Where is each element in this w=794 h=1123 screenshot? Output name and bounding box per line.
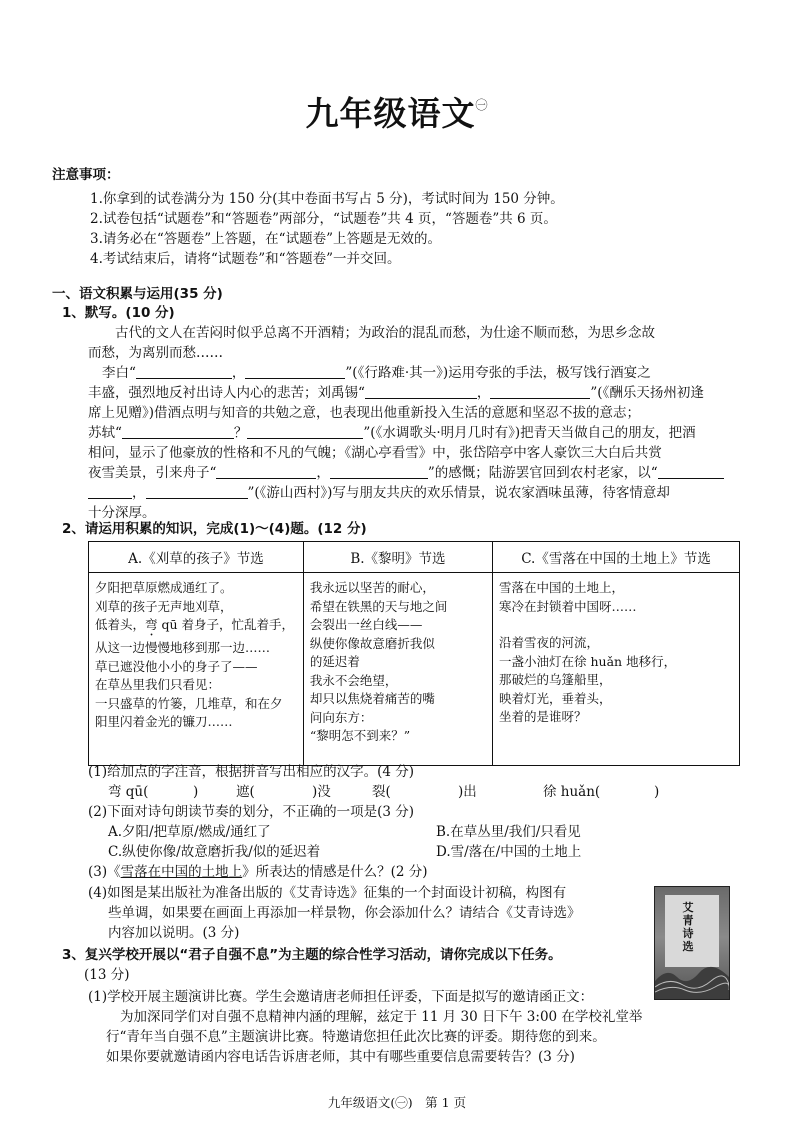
- notice-item: 1.你拿到的试卷满分为 150 分(其中卷面书写占 5 分)，考试时间为 150 分钟。: [90, 191, 564, 207]
- question-1-label: 1、默写。(10 分): [62, 305, 175, 321]
- poem-line: 低着头，弯 qū 着身子，忙乱着手，: [95, 617, 295, 632]
- poem-line: 在草丛里我们只看见：: [95, 677, 221, 692]
- q2-sub3: (3)《雪落在中国的土地上》所表达的情感是什么？(2 分): [88, 864, 428, 880]
- mountain-wave-icon: [655, 959, 729, 999]
- notice-item: 2.试卷包括“试题卷”和“答题卷”两部分，“试题卷”共 4 页，“答题卷”共 6 页。: [90, 211, 557, 227]
- poem-line: 一盏小油灯在徐 huǎn 地移行，: [499, 653, 677, 669]
- option-d[interactable]: D.雪/落在/中国的土地上: [436, 844, 582, 860]
- poem-c: [493, 573, 740, 766]
- question-3-score: (13 分): [84, 967, 130, 983]
- poem-line: 寒冷在封锁着中国呀……: [499, 598, 637, 614]
- poem-line: 夕阳把草原燃成通红了。: [95, 580, 233, 595]
- notice-heading: 注意事项：: [52, 167, 120, 183]
- poem-line: 却只以焦烧着痛苦的嘴: [309, 691, 435, 706]
- book-cover-image: [654, 886, 730, 1000]
- poems-table: [88, 541, 740, 766]
- q1-line: 相问，显示了他豪放的性格和不凡的气魄；《湖心亭看雪》中，张岱陪亭中客人豪饮三大白后共赏: [88, 445, 662, 461]
- answer-blank[interactable]: [490, 386, 590, 399]
- answer-blank[interactable]: [245, 366, 345, 379]
- q2-sub4: 内容加以说明。(3 分): [108, 925, 240, 941]
- poem-line: 问向东方：: [309, 709, 373, 725]
- q2-sub1-item: 裂(: [372, 784, 391, 800]
- volume-mark: ㊀: [475, 98, 489, 112]
- q1-line: 丰盛，强烈地反衬出诗人内心的悲苦；刘禹锡“ ， ”(《酬乐天扬州初逢: [88, 385, 704, 401]
- notice-item: 3.请务必在“答题卷”上答题，在“试题卷”上答题是无效的。: [90, 231, 441, 247]
- poem-line: 我永远以坚苦的耐心，: [309, 580, 435, 595]
- option-a[interactable]: A.夕阳/把草原/燃成/通红了: [108, 824, 271, 840]
- table-row: [89, 573, 740, 766]
- poem-line: 草已遮没他小小的身子了——: [95, 658, 258, 674]
- answer-blank[interactable]: [658, 466, 724, 479]
- q2-sub1: (1)给加点的字注音，根据拼音写出相应的汉字。(4 分): [88, 764, 415, 780]
- q1-line: 十分深厚。: [88, 505, 156, 521]
- q1-line: 夜雪美景，引来舟子“ ， ”的感慨；陆游罢官回到农村老家，以“: [88, 464, 724, 482]
- poem-line: 雪落在中国的土地上，: [499, 580, 625, 595]
- q3-ask: 如果你要就邀请函内容电话告诉唐老师，其中有哪些重要信息需要转告？(3 分): [106, 1049, 575, 1065]
- poem-line: 从这一边慢慢地移到那一边……: [95, 640, 271, 655]
- q2-sub4: 些单调，如果要在画面上再添加一样景物，你会添加什么？请结合《艾青诗选》: [108, 905, 581, 921]
- q1-intro: 古代的文人在苦闷时似乎总离不开酒精；为政治的混乱而愁，为仕途不顺而愁，为思乡念故: [115, 325, 655, 341]
- answer-blank[interactable]: [136, 366, 232, 379]
- poem-line: 刈草的孩子无声地刈草，: [95, 598, 233, 614]
- q2-sub4: (4)如图是某出版社为准备出版的《艾青诗选》征集的一个封面设计初稿，构图有: [88, 885, 567, 901]
- answer-blank[interactable]: [365, 386, 477, 399]
- q1-intro: 而愁，为离别而愁……: [88, 345, 223, 361]
- question-2-label: 2、请运用积累的知识，完成(1)～(4)题。(12 分): [62, 521, 367, 537]
- poem-line: 那破烂的乌篷船里，: [499, 672, 612, 687]
- poem-b: [303, 573, 492, 766]
- poem-a: [89, 573, 304, 766]
- invitation-text: 行“青年当自强不息”主题演讲比赛。特邀请您担任此次比赛的评委。期待您的到来。: [106, 1029, 606, 1045]
- q2-sub1-item: 弯 qū(: [108, 784, 149, 800]
- poem-line: “黎明怎不到来？”: [309, 728, 411, 743]
- table-header-row: [89, 542, 740, 573]
- q2-sub1-item: ): [193, 784, 199, 800]
- answer-blank[interactable]: [122, 426, 234, 439]
- q1-line: 李白“ ， ”(《行路难·其一》)运用夸张的手法，极写饯行酒宴之: [102, 365, 651, 381]
- question-3-label: 3、复兴学校开展以“君子自强不息”为主题的综合性学习活动，请你完成以下任务。: [62, 947, 562, 963]
- poem-line: 映着灯光，垂着头，: [499, 690, 612, 706]
- poem-line: 我永不会绝望，: [309, 672, 398, 688]
- poem-line: 阳里闪着金光的镰刀……: [95, 714, 233, 729]
- q2-sub1-item: 徐 huǎn(: [543, 784, 601, 800]
- poem-line: 希望在铁黑的天与地之间: [309, 598, 448, 614]
- page-footer: 九年级语文(㊀) 第 1 页: [327, 1095, 467, 1110]
- q2-sub2: (2)下面对诗句朗读节奏的划分，不正确的一项是(3 分): [88, 804, 415, 820]
- q2-sub1-item: )出: [458, 784, 477, 800]
- q3-sub1: (1)学校开展主题演讲比赛。学生会邀请唐老师担任评委，下面是拟写的邀请函正文：: [88, 989, 594, 1005]
- q1-line: ， ”(《游山西村》)写与朋友共庆的欢乐情景，说农家酒味虽薄，待客情意却: [88, 484, 670, 502]
- table-header: B.《黎明》节选: [303, 542, 492, 573]
- notice-item: 4.考试结束后，请将“试题卷”和“答题卷”一并交回。: [90, 251, 401, 267]
- poem-line: 的延迟着: [309, 654, 360, 669]
- poem-line: 纵使你像故意磨折我似: [309, 635, 435, 651]
- answer-blank[interactable]: [88, 486, 132, 499]
- answer-blank[interactable]: [146, 486, 248, 499]
- poem-line: 沿着雪夜的河流，: [499, 635, 600, 650]
- poem-line: 一只盛草的竹篓，几堆草，和在夕: [95, 695, 283, 711]
- q1-line: 苏轼“ ？ ”(《水调歌头·明月几时有》)把青天当做自己的朋友，把酒: [88, 425, 696, 441]
- invitation-text: 为加深同学们对自强不息精神内涵的理解，兹定于 11 月 30 日下午 3:00 在学校礼堂举: [120, 1009, 643, 1025]
- answer-blank[interactable]: [247, 426, 363, 439]
- answer-blank[interactable]: [330, 466, 428, 479]
- poem-line: 会裂出一丝白线——: [309, 617, 423, 632]
- q2-sub1-item: 遮(: [236, 784, 255, 800]
- q2-sub1-item: ): [654, 784, 660, 800]
- option-c[interactable]: C.纵使你像/故意磨折我/似的延迟着: [108, 844, 321, 860]
- table-header: C.《雪落在中国的土地上》节选: [493, 542, 740, 573]
- page-title: 九年级语文$^㊀$: [305, 94, 489, 133]
- q2-sub1-item: )没: [312, 784, 331, 800]
- option-b[interactable]: B.在草丛里/我们/只看见: [436, 824, 581, 840]
- answer-blank[interactable]: [216, 466, 316, 479]
- q1-line: 席上见赠》)借酒点明与知音的共勉之意，也表现出他重新投入生活的意愿和坚忍不拔的意志；: [88, 405, 641, 421]
- poem-line: 坐着的是谁呀？: [499, 709, 587, 724]
- table-header: A.《刈草的孩子》节选: [89, 542, 304, 573]
- section-heading: 一、语文积累与运用(35 分): [52, 286, 223, 302]
- cover-title: 艾青诗选: [682, 901, 694, 953]
